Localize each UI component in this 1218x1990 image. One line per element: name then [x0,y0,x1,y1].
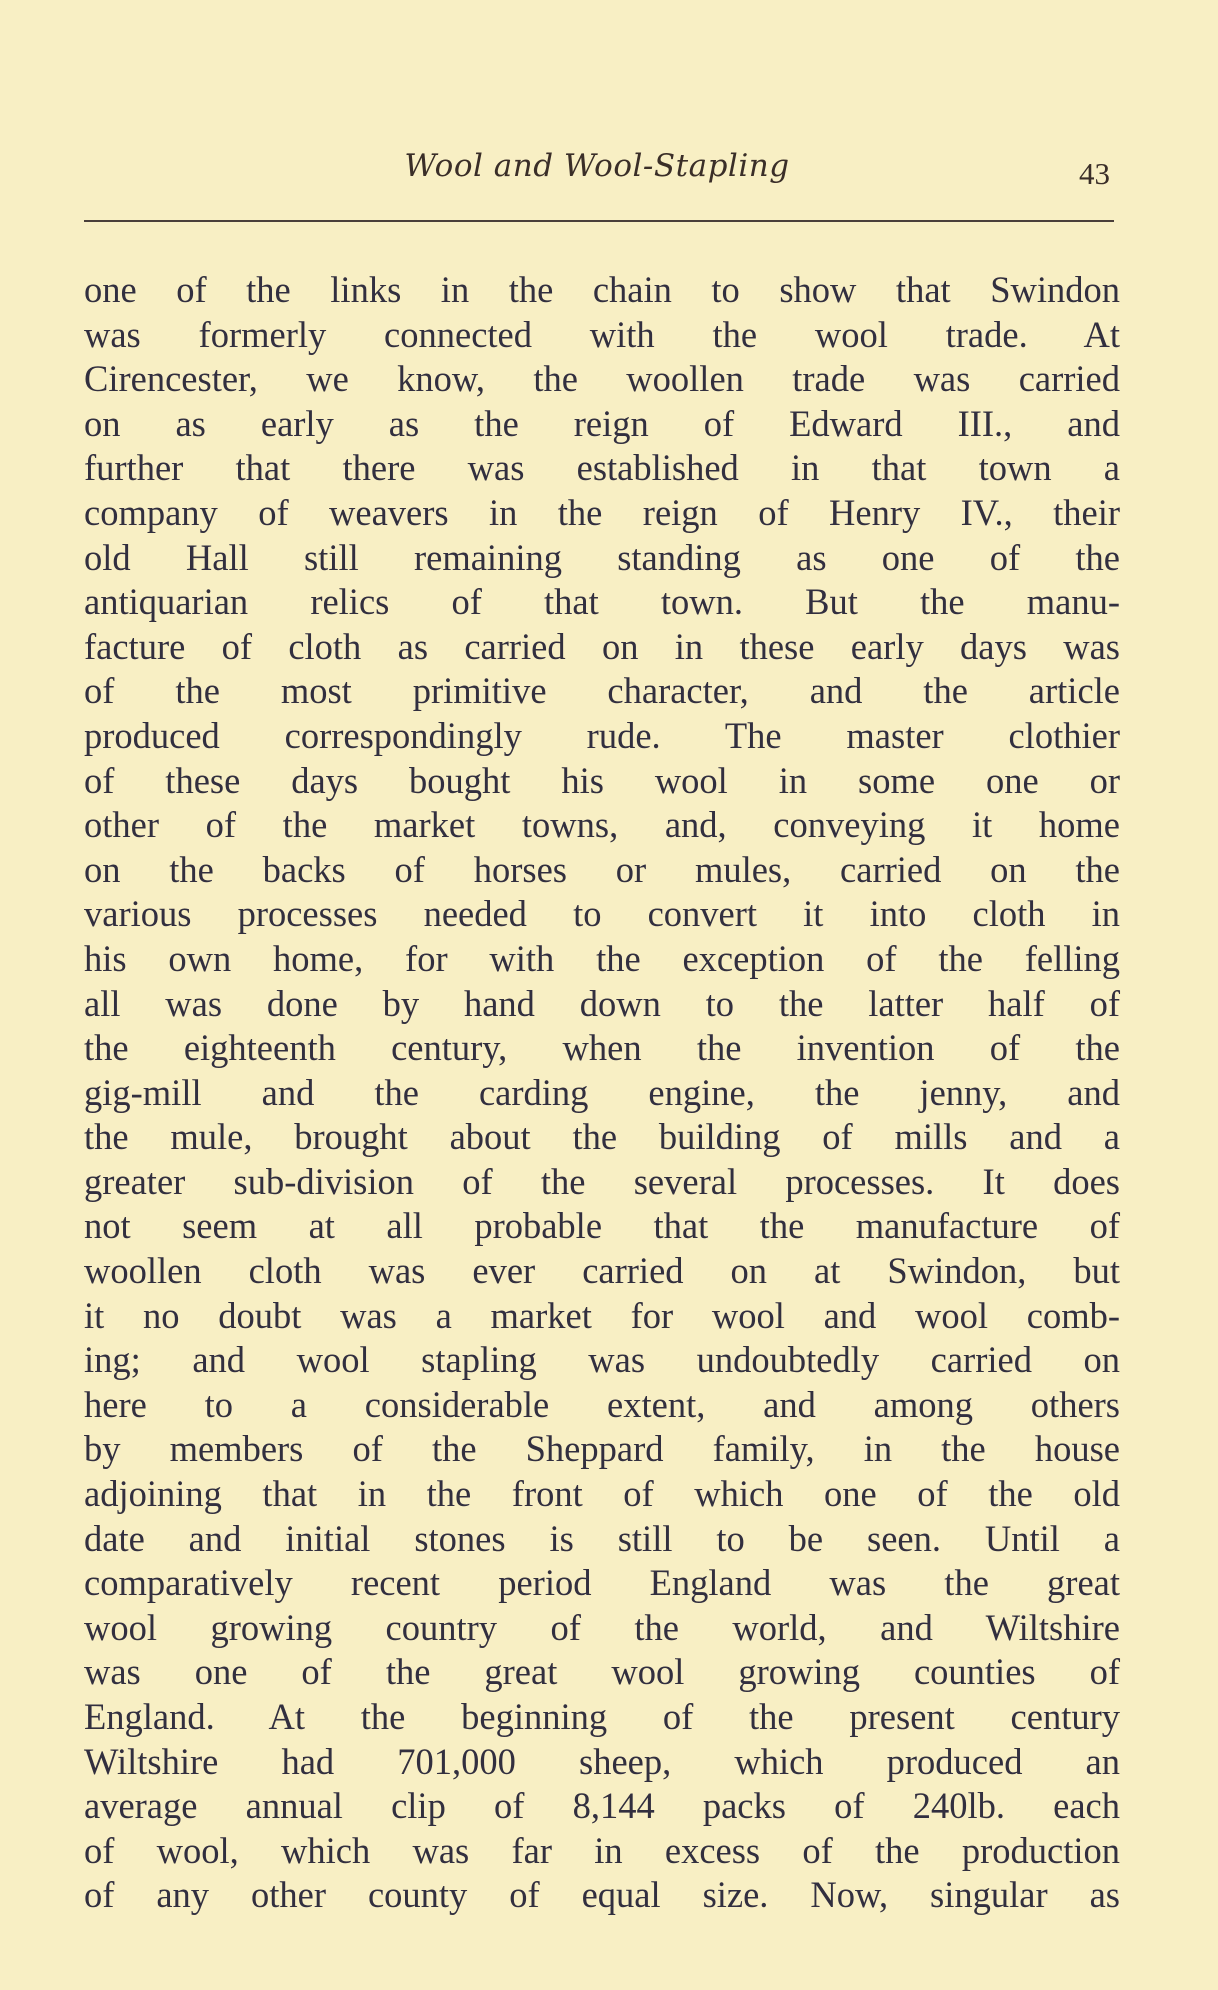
text-line: Wiltshire had 701,000 sheep, which produced an [84,1740,1120,1782]
text-line: the eighteenth century, when the invention of the [84,1027,1120,1069]
page-number: 43 [1079,156,1110,191]
text-line: adjoining that in the front of which one of the old [84,1473,1120,1515]
text-line: date and initial stones is still to be seen. Until a [84,1517,1120,1559]
text-line: other of the market towns, and, conveying it home [84,804,1120,846]
text-line: ing; and wool stapling was undoubtedly carried on [84,1339,1120,1381]
text-line: England. At the beginning of the present century [84,1696,1120,1737]
body-text [84,268,1120,1918]
text-line: by members of the Sheppard family, in the house [84,1428,1120,1470]
text-line: woollen cloth was ever carried on at Swindon, but [84,1250,1120,1292]
text-line: his own home, for with the exception of the felling [84,937,1120,979]
text-line: was one of the great wool growing counties of [84,1651,1120,1693]
text-line: not seem at all probable that the manufacture of [84,1205,1120,1247]
page-header [84,148,1110,204]
text-line: gig-mill and the carding engine, the jenny, and [84,1071,1120,1113]
text-line: further that there was established in that town a [84,447,1120,489]
text-line: here to a considerable extent, and among others [84,1383,1120,1425]
text-line: of these days bought his wool in some one or [84,759,1120,801]
text-line: of the most primitive character, and the article [84,670,1120,712]
text-line: all was done by hand down to the latter half of [84,982,1120,1024]
text-line: on the backs of horses or mules, carried on the [84,848,1120,890]
text-line: wool growing country of the world, and Wiltshire [84,1606,1120,1648]
text-line: was formerly connected with the wool trade. At [84,313,1120,355]
text-line: one of the links in the chain to show that Swindon [84,269,1120,310]
text-line: of wool, which was far in excess of the production [84,1829,1120,1871]
header-rule [84,220,1114,222]
text-line: on as early as the reign of Edward III., and [84,402,1120,444]
text-line: various processes needed to convert it into cloth in [84,893,1120,935]
text-line: of any other county of equal size. Now, singular as [84,1874,1120,1916]
text-line: Cirencester, we know, the woollen trade was carried [84,358,1120,400]
running-title: Wool and Wool-Stapling [404,148,790,184]
text-line: facture of cloth as carried on in these early days was [84,625,1120,667]
text-line: old Hall still remaining standing as one of the [84,536,1120,578]
text-line: greater sub-division of the several processes. It does [84,1160,1120,1202]
text-line: it no doubt was a market for wool and wool comb- [84,1294,1120,1336]
text-line: the mule, brought about the building of mills and a [84,1116,1120,1158]
text-line: antiquarian relics of that town. But the manu- [84,581,1120,623]
text-line: company of weavers in the reign of Henry IV., their [84,491,1120,533]
text-line: average annual clip of 8,144 packs of 240lb. each [84,1785,1120,1827]
text-line: produced correspondingly rude. The master clothier [84,714,1120,756]
text-line: comparatively recent period England was the great [84,1562,1120,1604]
